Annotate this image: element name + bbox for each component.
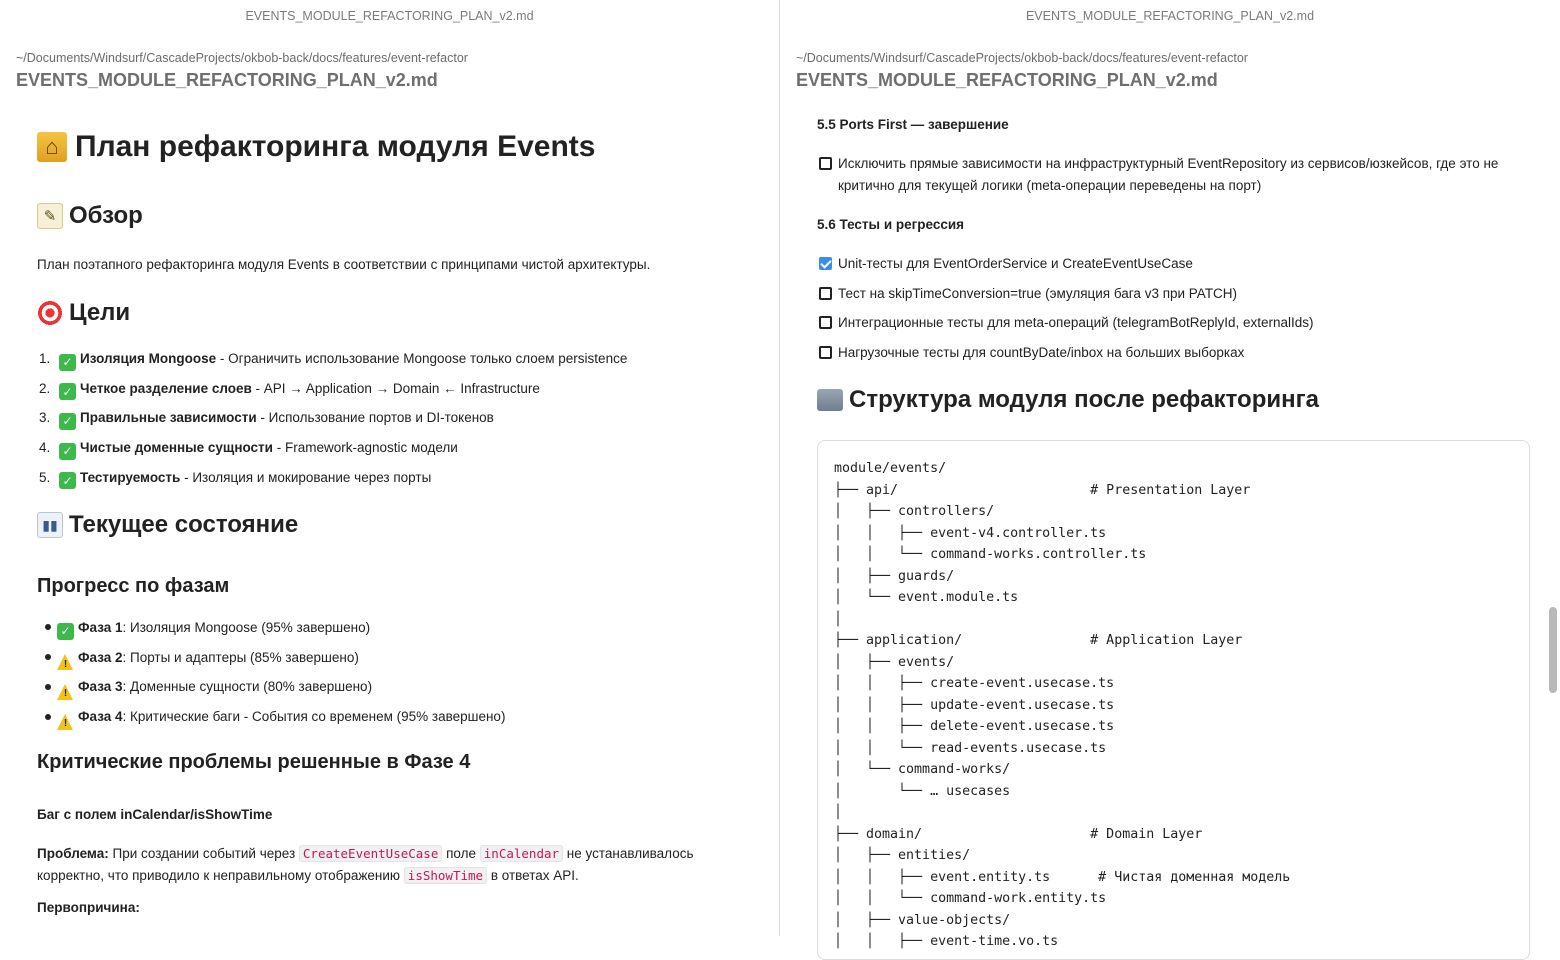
code-line: module/events/ (834, 461, 947, 476)
progress-heading: Прогресс по фазам (37, 575, 230, 597)
test-task-item (819, 283, 1237, 305)
list-number: 3. (39, 410, 51, 426)
code-line: ├── domain/ # Domain Layer (834, 826, 1203, 842)
list-number: 4. (39, 440, 51, 456)
goal-text: - API → Application → Domain ← Infrastructure (251, 380, 540, 396)
file-name: EVENTS_MODULE_REFACTORING_PLAN_v2.md (796, 70, 1218, 90)
goal-title: Чистые доменные сущности (80, 440, 273, 456)
task-text: Unit-тесты для EventOrderService и CreateEventUseCase (838, 256, 1193, 271)
left-editor-pane[interactable] (0, 0, 779, 936)
file-path: ~/Documents/Windsurf/CascadeProjects/okbob-back/docs/features/event-refactor (16, 51, 468, 65)
problem-label: Проблема: (37, 846, 109, 861)
overview-heading-text: Обзор (69, 202, 143, 229)
code-line: │ (834, 611, 843, 627)
test-task-item (819, 253, 1193, 275)
phase-title: Фаза 1 (78, 620, 123, 635)
code-line: │ │ ├── delete-event.usecase.ts (834, 719, 1115, 734)
phase-text: : Критические баги - События со временем (95% завершено) (122, 709, 506, 725)
problem-text: в ответах API. (487, 868, 579, 883)
goal-title: Тестируемость (80, 469, 181, 485)
section-overview-heading (37, 202, 143, 230)
problem-text: поле (442, 846, 480, 861)
task-checkbox[interactable] (819, 316, 832, 329)
structure-heading (817, 386, 1319, 414)
phase-text: : Изоляция Mongoose (95% завершено) (122, 620, 371, 635)
section-state-heading (37, 511, 298, 539)
task-text-line: Исключить прямые зависимости на инфраструктурный EventRepository из сервисов/юзкейсов, где это не (838, 156, 1499, 171)
goal-text: - Использование портов и DI-токенов (256, 410, 494, 426)
section-5-6-heading: 5.6 Тесты и регрессия (817, 217, 965, 232)
goal-item (39, 351, 627, 371)
code-line: │ (834, 805, 843, 820)
goals-heading-text: Цели (69, 299, 131, 326)
phase-title: Фаза 2 (78, 649, 123, 665)
code-line: │ │ ├── create-event.usecase.ts (834, 676, 1115, 691)
code-line: │ │ ├── event-v4.controller.ts (834, 525, 1107, 541)
check-mark-icon: ✓ (59, 413, 76, 430)
goal-item (39, 410, 494, 430)
state-heading-text: Текущее состояние (69, 511, 299, 538)
critical-issues-heading: Критические проблемы решенные в Фазе 4 (37, 751, 471, 773)
section-5-5-heading: 5.5 Ports First — завершение (817, 117, 1009, 132)
phase-item (35, 679, 372, 700)
code-line: │ │ └── command-work.entity.ts (834, 891, 1107, 906)
inline-code: inCalendar (480, 845, 563, 862)
goal-item (39, 440, 458, 460)
list-number: 5. (39, 469, 51, 485)
check-mark-icon: ✓ (59, 354, 76, 371)
warning-icon: ! (57, 654, 74, 670)
code-line: │ ├── value-objects/ (834, 912, 1011, 928)
phase-title: Фаза 3 (78, 679, 123, 695)
root-cause-label (37, 897, 140, 919)
inline-code: CreateEventUseCase (299, 845, 442, 862)
bug-heading: Баг с полем inCalendar/isShowTime (37, 807, 273, 822)
code-line: │ ├── events/ (834, 654, 955, 670)
list-number: 2. (39, 380, 51, 396)
phase-text: : Доменные сущности (80% завершено) (122, 679, 373, 695)
doc-title (37, 130, 595, 164)
task-checkbox[interactable] (819, 257, 832, 270)
goal-item (39, 381, 540, 401)
right-editor-pane[interactable] (780, 0, 1560, 949)
problem-text: не устанавливалось (563, 846, 694, 861)
phase-item (35, 709, 505, 730)
code-line: │ └── … usecases (834, 783, 1011, 799)
window-title: EVENTS_MODULE_REFACTORING_PLAN_v2.md (1025, 9, 1315, 23)
problem-paragraph (37, 843, 747, 887)
code-line: │ └── event.module.ts (834, 590, 1019, 605)
bullet (45, 624, 51, 630)
task-text: Интеграционные тесты для meta-операций (telegramBotReplyId, externalIds) (838, 315, 1314, 331)
task-text: Нагрузочные тесты для countByDate/inbox на больших выборках (838, 345, 1245, 361)
test-task-item (819, 312, 1314, 334)
task-item (819, 153, 1519, 197)
check-mark-icon: ✓ (57, 623, 74, 640)
test-task-item (819, 342, 1244, 364)
check-mark-icon: ✓ (59, 383, 76, 400)
memo-icon: ✎ (37, 203, 63, 229)
code-line: ├── api/ # Presentation Layer (834, 482, 1251, 498)
phase-text: : Порты и адаптеры (85% завершено) (122, 649, 359, 665)
code-line: │ │ └── read-events.usecase.ts (834, 740, 1107, 756)
window-title: EVENTS_MODULE_REFACTORING_PLAN_v2.md (245, 9, 534, 23)
code-content (834, 458, 1290, 953)
vertical-scrollbar[interactable] (1549, 607, 1557, 693)
warning-icon: ! (57, 684, 74, 700)
goal-title: Изоляция Mongoose (80, 351, 217, 366)
task-text (838, 153, 1498, 197)
code-line: │ │ └── command-works.controller.ts (834, 547, 1147, 562)
code-line: ├── application/ # Application Layer (834, 633, 1243, 648)
code-line: │ └── command-works/ (834, 762, 1011, 777)
task-text-line: критично для текущей логики (meta-операции переведены на порт) (838, 178, 1262, 193)
problem-text: При создании событий через (108, 846, 299, 861)
structure-heading-text: Структура модуля после рефакторинга (849, 386, 1319, 413)
goal-title: Правильные зависимости (80, 410, 257, 426)
overview-paragraph: План поэтапного рефакторинга модуля Events в соответствии с принципами чистой архитектуры. (37, 257, 651, 272)
problem-text: корректно, что приводило к неправильному отображению (37, 868, 404, 883)
task-checkbox[interactable] (819, 346, 832, 359)
goal-title: Четкое разделение слоев (80, 380, 252, 396)
goal-item (39, 470, 431, 490)
phase-item (35, 620, 370, 640)
folder-icon (817, 389, 843, 411)
code-line: │ │ ├── event-time.vo.ts (834, 934, 1059, 949)
task-checkbox[interactable] (819, 157, 832, 170)
root-cause-text: Первопричина: (37, 900, 140, 915)
file-name: EVENTS_MODULE_REFACTORING_PLAN_v2.md (16, 70, 438, 90)
code-line: │ ├── entities/ (834, 848, 971, 863)
goal-text: - Framework-agnostic модели (272, 440, 458, 456)
task-text: Тест на skipTimeConversion=true (эмуляция бага v3 при PATCH) (838, 285, 1238, 301)
code-line: │ ├── controllers/ (834, 504, 995, 519)
warning-icon: ! (57, 714, 74, 730)
section-goals-heading (37, 299, 130, 327)
bullet (45, 654, 51, 660)
list-number: 1. (39, 351, 51, 366)
check-mark-icon: ✓ (59, 472, 76, 489)
code-block[interactable] (817, 440, 1530, 960)
code-line: │ ├── guards/ (834, 568, 955, 584)
file-path: ~/Documents/Windsurf/CascadeProjects/okbob-back/docs/features/event-refactor (796, 51, 1248, 65)
construction-crane-icon: ⌂ (37, 132, 67, 162)
check-mark-icon: ✓ (59, 443, 76, 460)
phase-item (35, 650, 359, 671)
code-line: │ │ ├── event.entity.ts # Чистая доменная модель (834, 869, 1291, 885)
goal-text: - Изоляция и мокирование через порты (180, 469, 432, 485)
task-checkbox[interactable] (819, 287, 832, 300)
bullet (45, 714, 51, 720)
doc-title-text: План рефакторинга модуля Events (75, 130, 596, 163)
code-line: │ │ ├── update-event.usecase.ts (834, 697, 1115, 713)
bullet (45, 684, 51, 690)
phase-title: Фаза 4 (78, 709, 123, 725)
inline-code: isShowTime (404, 867, 487, 884)
bar-chart-icon: ▮▮ (37, 512, 63, 538)
target-icon (37, 300, 63, 326)
goal-text: - Ограничить использование Mongoose только слоем persistence (216, 351, 628, 366)
